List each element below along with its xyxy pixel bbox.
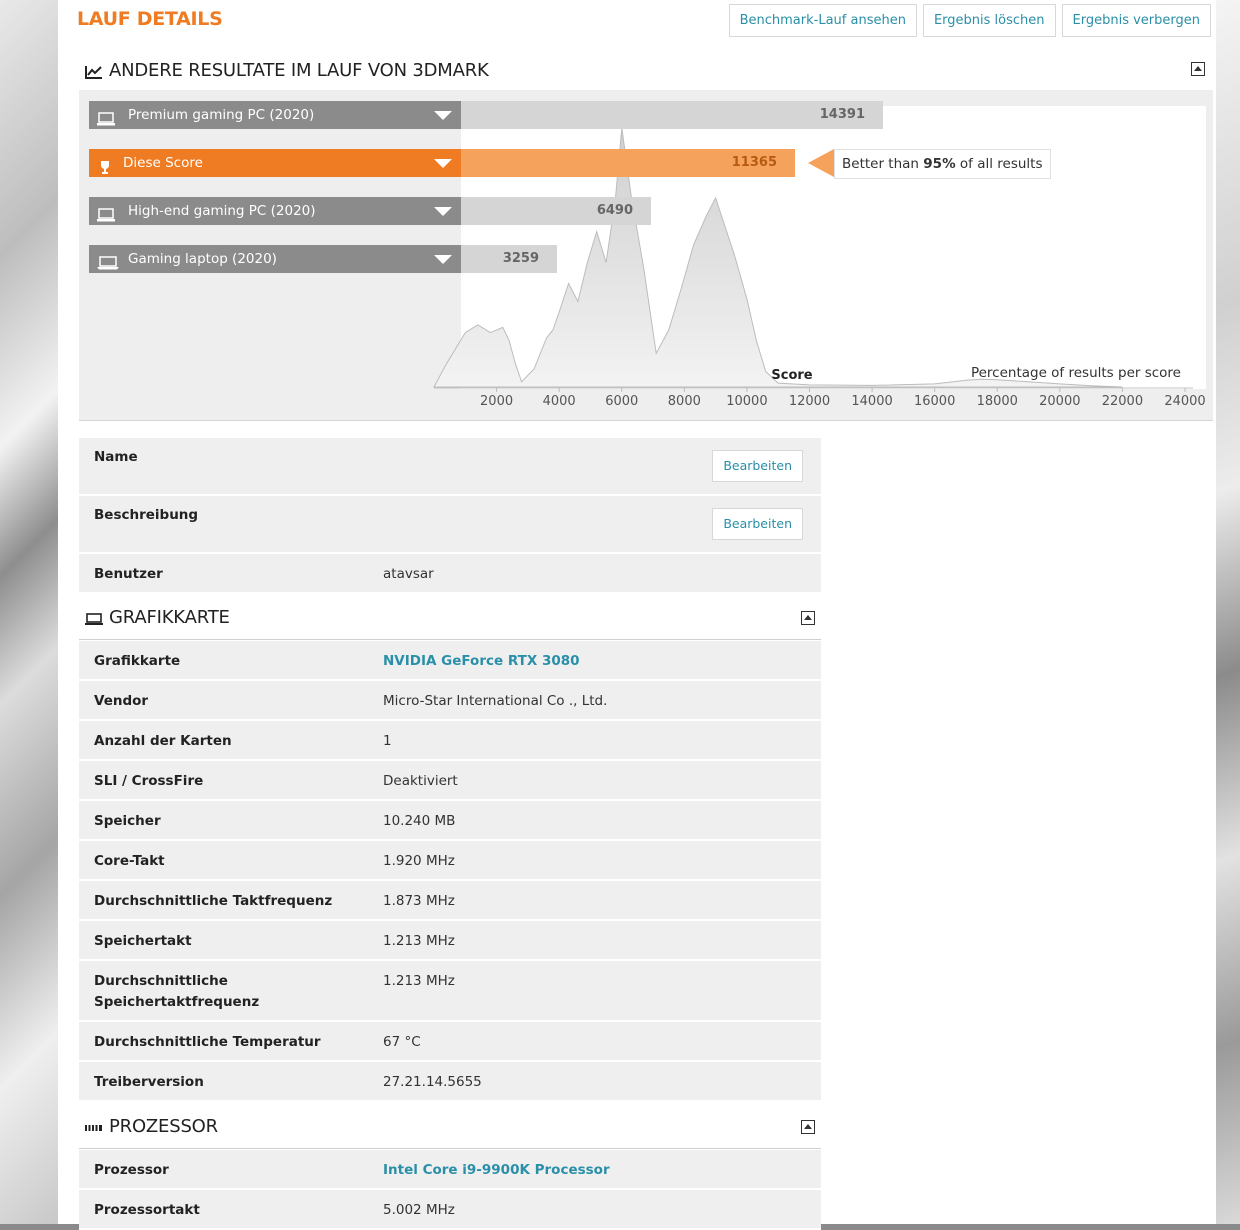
bar-value-laptop: 3259 xyxy=(502,251,539,266)
bar-label-laptop[interactable] xyxy=(89,245,461,273)
bar-label-text: High-end gaming PC (2020) xyxy=(128,203,316,219)
table-row-description xyxy=(79,496,821,554)
results-chart xyxy=(79,90,1213,421)
bar-value-premium: 14391 xyxy=(819,107,865,122)
collapse-gpu-icon[interactable] xyxy=(801,611,815,625)
background-left xyxy=(0,0,58,1224)
chevron-down-icon[interactable] xyxy=(434,111,452,120)
desktop-icon xyxy=(97,108,115,122)
bar-label-highend[interactable] xyxy=(89,197,461,225)
bar-label-text: Premium gaming PC (2020) xyxy=(128,107,315,123)
graphics-card-icon xyxy=(85,611,103,625)
main-panel xyxy=(58,0,1216,1224)
row-value: 27.21.14.5655 xyxy=(383,1074,482,1090)
chevron-down-icon[interactable] xyxy=(434,159,452,168)
delete-result-button[interactable]: Ergebnis löschen xyxy=(923,4,1056,37)
cpu-model-link[interactable]: Intel Core i9-9900K Processor xyxy=(383,1162,610,1178)
row-value: Deaktiviert xyxy=(383,773,458,789)
cpu-table xyxy=(79,1150,821,1230)
collapse-results-icon[interactable] xyxy=(1191,62,1205,76)
line-chart-icon xyxy=(85,64,103,78)
row-value: 1.873 MHz xyxy=(383,893,455,909)
x-tick-label: 10000 xyxy=(726,394,768,409)
edit-name-button[interactable]: Bearbeiten xyxy=(712,450,803,482)
row-key: Durchschnittliche Temperatur xyxy=(94,1034,321,1050)
table-row-name xyxy=(79,438,821,496)
row-value: 1 xyxy=(383,733,392,749)
x-tick-label: 22000 xyxy=(1101,394,1144,409)
x-tick-label: 18000 xyxy=(976,394,1018,409)
x-tick-label: 20000 xyxy=(1039,394,1081,409)
bar-label-premium[interactable] xyxy=(89,101,461,129)
row-value: 10.240 MB xyxy=(383,813,456,829)
row-key-line-1: Durchschnittliche xyxy=(94,973,228,989)
table-row xyxy=(79,961,821,1022)
table-row xyxy=(79,921,821,961)
table-row xyxy=(79,881,821,921)
table-row xyxy=(79,841,821,881)
background-right xyxy=(1216,0,1240,1224)
row-key: Vendor xyxy=(94,693,149,709)
processor-icon xyxy=(85,1120,103,1134)
row-key: SLI / CrossFire xyxy=(94,773,204,789)
table-row xyxy=(79,1190,821,1230)
tooltip-suffix: of all results xyxy=(955,156,1043,172)
tooltip-arrow xyxy=(808,149,834,177)
row-key: Speicher xyxy=(94,813,161,829)
row-key-line-2: Speichertaktfrequenz xyxy=(94,994,260,1010)
trophy-icon xyxy=(98,156,116,170)
table-row-user xyxy=(79,554,821,594)
cpu-section-header xyxy=(79,1105,821,1149)
edit-description-button[interactable]: Bearbeiten xyxy=(712,508,803,540)
tooltip-percent: 95% xyxy=(923,156,956,172)
row-value: 5.002 MHz xyxy=(383,1202,455,1218)
table-row xyxy=(79,761,821,801)
row-key: Name xyxy=(94,449,138,465)
x-tick-label: 2000 xyxy=(480,394,514,409)
x-tick-label: 6000 xyxy=(605,394,639,409)
row-value: 1.920 MHz xyxy=(383,853,455,869)
gpu-table xyxy=(79,641,821,1102)
run-info-table xyxy=(79,438,821,594)
row-value: atavsar xyxy=(383,566,434,582)
row-key: Benutzer xyxy=(94,566,163,582)
table-row xyxy=(79,1150,821,1190)
bar-label-text: Gaming laptop (2020) xyxy=(128,251,277,267)
results-section-header xyxy=(79,51,1213,91)
x-tick-label: 14000 xyxy=(851,394,893,409)
x-tick-label: 4000 xyxy=(542,394,576,409)
row-value: 67 °C xyxy=(383,1034,421,1050)
table-row xyxy=(79,641,821,681)
gpu-section-title: GRAFIKKARTE xyxy=(109,607,230,628)
x-tick-label: 12000 xyxy=(788,394,831,409)
row-value: Micro-Star International Co ., Ltd. xyxy=(383,693,608,709)
bar-label-your-score[interactable] xyxy=(89,149,461,177)
x-tick-label: 8000 xyxy=(667,394,701,409)
gpu-model-link[interactable]: NVIDIA GeForce RTX 3080 xyxy=(383,653,580,669)
bar-value-your-score: 11365 xyxy=(731,155,777,170)
y-axis-label: Percentage of results per score xyxy=(970,365,1181,381)
view-benchmark-run-button[interactable]: Benchmark-Lauf ansehen xyxy=(729,4,917,37)
bar-label-text: Diese Score xyxy=(123,155,203,171)
row-key: Durchschnittliche Taktfrequenz xyxy=(94,893,333,909)
x-axis-label: Score xyxy=(771,368,813,383)
x-tick-label: 16000 xyxy=(913,394,956,409)
row-value: 1.213 MHz xyxy=(383,973,455,989)
page-title: LAUF DETAILS xyxy=(77,8,223,30)
bar-value-highend: 6490 xyxy=(596,203,633,218)
tooltip-prefix: Better than xyxy=(842,156,924,172)
row-key: Core-Takt xyxy=(94,853,165,869)
row-key: Prozessor xyxy=(94,1162,169,1178)
gpu-section-header xyxy=(79,596,821,640)
results-section-title: ANDERE RESULTATE IM LAUF VON 3DMARK xyxy=(109,60,489,81)
row-key: Anzahl der Karten xyxy=(94,733,232,749)
row-key: Speichertakt xyxy=(94,933,192,949)
row-key: Beschreibung xyxy=(94,507,199,523)
percentile-tooltip xyxy=(834,149,1051,179)
chevron-down-icon[interactable] xyxy=(434,207,452,216)
cpu-section-title: PROZESSOR xyxy=(109,1116,218,1137)
collapse-cpu-icon[interactable] xyxy=(801,1120,815,1134)
x-tick-label: 24000 xyxy=(1164,394,1206,409)
table-row xyxy=(79,681,821,721)
row-key: Treiberversion xyxy=(94,1074,204,1090)
table-row xyxy=(79,721,821,761)
row-value: 1.213 MHz xyxy=(383,933,455,949)
top-actions xyxy=(729,4,1211,37)
hide-result-button[interactable]: Ergebnis verbergen xyxy=(1062,4,1211,37)
table-row xyxy=(79,1022,821,1062)
table-row xyxy=(79,1062,821,1102)
row-key: Prozessortakt xyxy=(94,1202,200,1218)
row-key: Grafikkarte xyxy=(94,653,181,669)
laptop-icon xyxy=(97,252,115,266)
desktop-icon xyxy=(97,204,115,218)
table-row xyxy=(79,801,821,841)
